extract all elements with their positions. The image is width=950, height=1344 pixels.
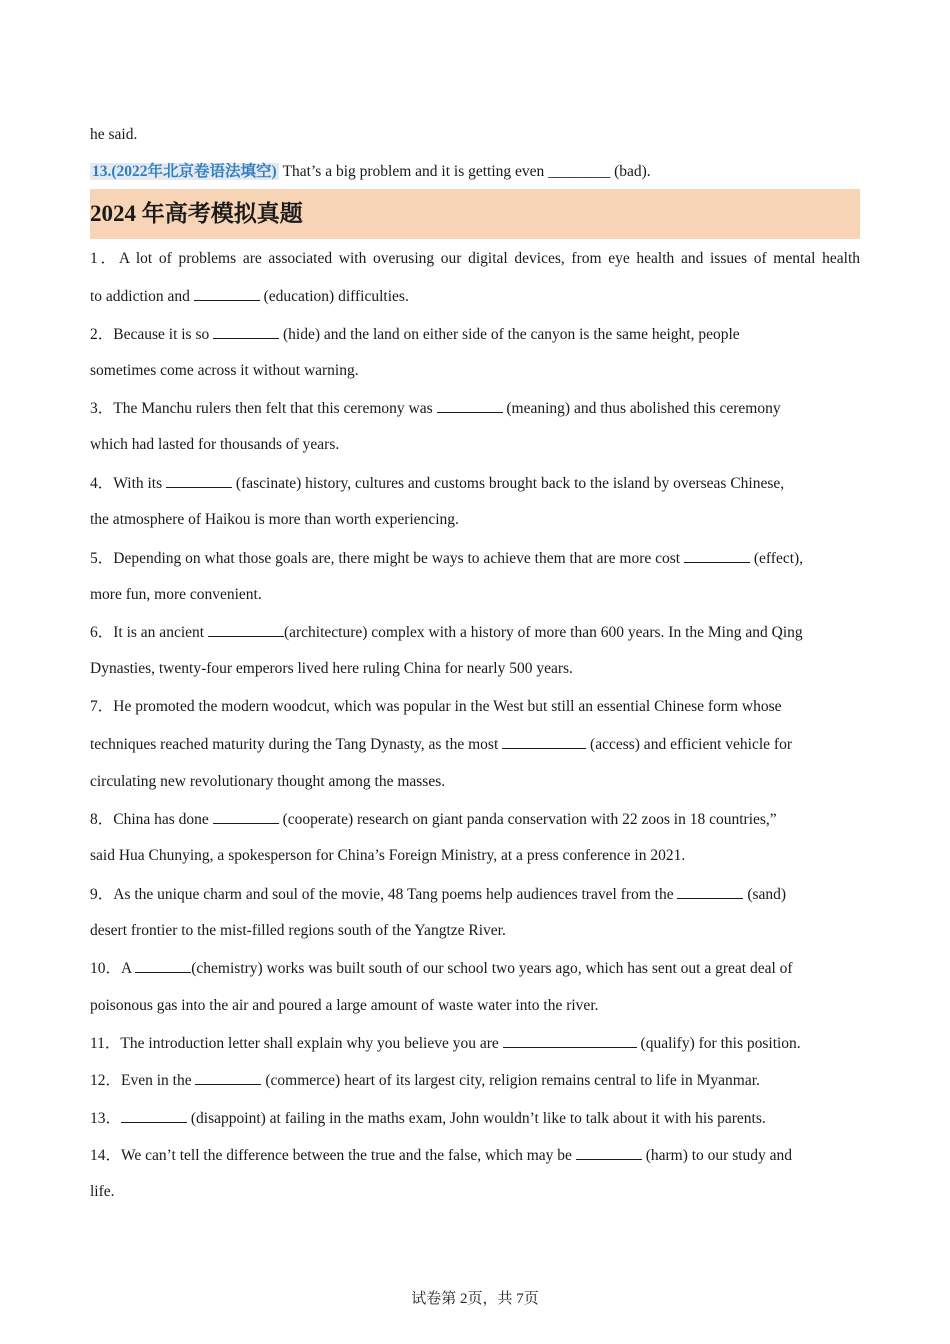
section-title: 2024 年高考模拟真题 [90, 201, 303, 226]
question-hint: (qualify) for this position. [636, 1035, 801, 1052]
question-text: 3．The Manchu rulers then felt that this ceremony was [90, 400, 437, 417]
question-1-line-2 [90, 286, 860, 307]
question-text: 5．Depending on what those goals are, there might be ways to achieve them that are more cost [90, 550, 684, 567]
question-12-line-1 [90, 1070, 860, 1091]
question-1-line-1: 1．A lot of problems are associated with overusing our digital devices, from eye health and issues of mental health [90, 250, 860, 267]
question-text: 6．It is an ancient [90, 624, 208, 641]
question-text: 13． [90, 1110, 122, 1127]
question-hint: (fascinate) history, cultures and customs brought back to the island by overseas Chinese, [232, 475, 785, 492]
question-2-line-1 [90, 324, 860, 345]
question-text: to addiction and [90, 288, 194, 305]
question-7-line-1: 7．He promoted the modern woodcut, which was popular in the West but still an essential Chinese form whose [90, 698, 782, 715]
question-text: techniques reached maturity during the Tang Dynasty, as the most [90, 736, 503, 753]
question-hint: (effect), [749, 550, 804, 567]
question-6-line-1 [90, 622, 860, 643]
question-8-line-2: said Hua Chunying, a spokesperson for China’s Foreign Ministry, at a press conference in 2021. [90, 847, 686, 864]
answer-blank[interactable] [121, 1108, 187, 1123]
question-4-line-2: the atmosphere of Haikou is more than worth experiencing. [90, 511, 459, 528]
question-10-line-2: poisonous gas into the air and poured a large amount of waste water into the river. [90, 997, 599, 1014]
question-2-line-2: sometimes come across it without warning. [90, 362, 359, 379]
question-9-line-1 [90, 884, 860, 905]
page-footer: 试卷第 2页，共 7页 [411, 1291, 539, 1307]
question-10-line-1 [90, 958, 860, 979]
answer-blank[interactable] [677, 884, 743, 899]
question-text: 4．With its [90, 475, 167, 492]
question-hint: (disappoint) at failing in the maths exam, John wouldn’t like to talk about it with his parents. [187, 1110, 766, 1127]
question-hint: (education) difficulties. [259, 288, 409, 305]
answer-blank[interactable] [195, 1070, 261, 1085]
answer-blank[interactable] [213, 809, 279, 824]
question-9-line-2: desert frontier to the mist-filled regions south of the Yangtze River. [90, 922, 506, 939]
question-4-line-1 [90, 473, 860, 494]
question-text: 2．Because it is so [90, 326, 214, 343]
section-header [90, 189, 860, 239]
question-13-prev [90, 162, 860, 182]
question-5-line-2: more fun, more convenient. [90, 586, 262, 603]
source-tag: 13.(2022年北京卷语法填空) [92, 163, 277, 180]
question-text: 12．Even in the [90, 1072, 196, 1089]
question-7-line-2 [90, 734, 860, 755]
question-11-line-1 [90, 1033, 860, 1054]
question-text: 11．The introduction letter shall explain why you believe you are [90, 1035, 503, 1052]
question-13-line-1 [90, 1108, 860, 1129]
answer-blank[interactable] [208, 622, 284, 637]
answer-blank[interactable] [213, 324, 279, 339]
question-hint: (bad). [614, 163, 651, 180]
question-hint: (cooperate) research on giant panda conservation with 22 zoos in 18 countries,” [278, 811, 777, 828]
previous-answer-tail: he said. [90, 126, 138, 143]
answer-blank[interactable] [166, 473, 232, 488]
question-hint: (sand) [743, 886, 787, 903]
question-hint: (harm) to our study and [641, 1147, 793, 1164]
question-3-line-1 [90, 398, 860, 419]
question-3-line-2: which had lasted for thousands of years. [90, 436, 340, 453]
answer-blank[interactable] [576, 1145, 642, 1160]
question-text: That’s a big problem and it is getting even [282, 163, 545, 180]
question-6-line-2: Dynasties, twenty-four emperors lived here ruling China for nearly 500 years. [90, 660, 573, 677]
question-hint: (hide) and the land on either side of the canyon is the same height, people [279, 326, 740, 343]
question-text: 14．We can’t tell the difference between the true and the false, which may be [90, 1147, 576, 1164]
answer-blank[interactable] [503, 1033, 637, 1048]
question-hint: (access) and efficient vehicle for [586, 736, 792, 753]
question-hint: (architecture) complex with a history of more than 600 years. In the Ming and Qing [283, 624, 803, 641]
question-14-line-2: life. [90, 1183, 115, 1200]
answer-blank[interactable] [684, 548, 750, 563]
question-14-line-1 [90, 1145, 860, 1166]
answer-blank[interactable] [194, 286, 260, 301]
question-5-line-1 [90, 548, 860, 569]
question-hint: (chemistry) works was built south of our school two years ago, which has sent out a great deal of [191, 960, 793, 977]
question-hint: (commerce) heart of its largest city, religion remains central to life in Myanmar. [261, 1072, 760, 1089]
answer-blank[interactable]: ________ [548, 163, 611, 180]
question-text: 9．As the unique charm and soul of the movie, 48 Tang poems help audiences travel from the [90, 886, 678, 903]
question-hint: (meaning) and thus abolished this ceremony [502, 400, 781, 417]
question-7-line-3: circulating new revolutionary thought among the masses. [90, 773, 446, 790]
answer-blank[interactable] [502, 734, 586, 749]
question-8-line-1 [90, 809, 860, 830]
answer-blank[interactable] [437, 398, 503, 413]
question-text: 10．A [90, 960, 136, 977]
question-text: 8．China has done [90, 811, 213, 828]
answer-blank[interactable] [135, 958, 191, 973]
